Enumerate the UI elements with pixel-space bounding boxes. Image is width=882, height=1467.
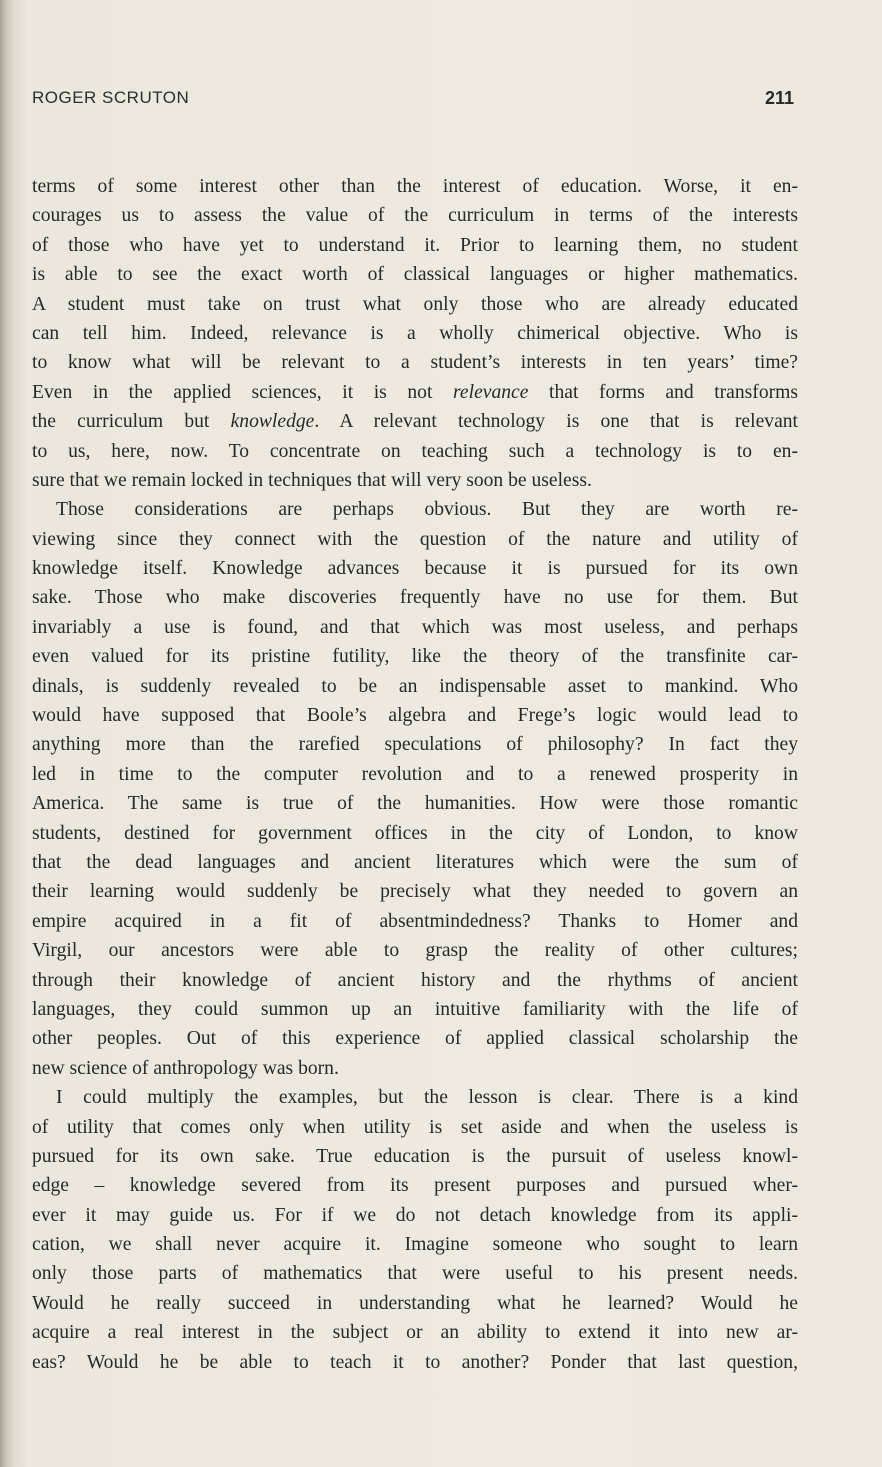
- text-line: Virgil, our ancestors were able to grasp the reality of other cultures;: [32, 940, 798, 962]
- text-line: terms of some interest other than the interest of education. Worse, it en-: [32, 176, 798, 197]
- text-segment: Even in the applied sciences, it is not: [32, 381, 454, 403]
- text-line: [32, 378, 798, 407]
- text-segment: the curriculum but: [32, 411, 231, 433]
- text-line: ever it may guide us. For if we do not detach knowledge from its appli-: [32, 1204, 798, 1226]
- text-segment: that forms and transforms: [528, 381, 799, 403]
- text-line: that the dead languages and ancient literatures which were the sum of: [32, 851, 798, 873]
- text-line: led in time to the computer revolution and to a renewed prosperity in: [32, 763, 798, 785]
- text-line: to us, here, now. To concentrate on teaching such a technology is to en-: [32, 440, 798, 462]
- text-line: languages, they could summon up an intuitive familiarity with the life of: [32, 998, 798, 1020]
- text-line: is able to see the exact worth of classical languages or higher mathematics.: [32, 264, 798, 286]
- text-line: anything more than the rarefied speculations of philosophy? In fact they: [32, 734, 798, 756]
- text-line: sure that we remain locked in techniques that will very soon be useless.: [32, 469, 592, 491]
- text-line: edge – knowledge severed from its present purposes and pursued wher-: [32, 1175, 798, 1197]
- text-line: viewing since they connect with the question of the nature and utility of: [32, 528, 798, 550]
- text-line: students, destined for government offices in the city of London, to know: [32, 822, 798, 844]
- text-line: dinals, is suddenly revealed to be an indispensable asset to mankind. Who: [32, 675, 798, 697]
- text-line: even valued for its pristine futility, like the theory of the transfinite car-: [32, 646, 798, 668]
- running-head: [32, 88, 794, 118]
- text-line: America. The same is true of the humanities. How were those romantic: [32, 793, 798, 815]
- italic-emphasis: relevance: [453, 381, 529, 403]
- text-line: knowledge itself. Knowledge advances because it is pursued for its own: [32, 558, 798, 580]
- text-line: empire acquired in a fit of absentmindedness? Thanks to Homer and: [32, 910, 798, 932]
- text-line: of those who have yet to understand it. Prior to learning them, no student: [32, 234, 798, 256]
- text-line: cation, we shall never acquire it. Imagine someone who sought to learn: [32, 1234, 798, 1256]
- text-line: sake. Those who make discoveries frequently have no use for them. But: [32, 587, 798, 609]
- page-number: 211: [764, 88, 794, 108]
- text-line: new science of anthropology was born.: [32, 1057, 339, 1079]
- text-line: of utility that comes only when utility is set aside and when the useless is: [32, 1116, 798, 1138]
- text-line: to know what will be relevant to a student’s interests in ten years’ time?: [32, 352, 798, 374]
- text-line: I could multiply the examples, but the lesson is clear. There is a kind: [56, 1087, 798, 1109]
- text-segment: . A relevant technology is one that is relevant: [314, 411, 799, 433]
- running-head-author: ROGER SCRUTON: [32, 88, 190, 107]
- text-line: Would he really succeed in understanding what he learned? Would he: [32, 1292, 798, 1314]
- text-line: would have supposed that Boole’s algebra and Frege’s logic would lead to: [32, 705, 798, 727]
- text-line: acquire a real interest in the subject or an ability to extend it into new ar-: [32, 1322, 798, 1344]
- text-line: invariably a use is found, and that which was most useless, and perhaps: [32, 616, 798, 638]
- text-line: only those parts of mathematics that were useful to his present needs.: [32, 1263, 798, 1285]
- body-text: [32, 172, 798, 1377]
- gutter-shadow: [0, 0, 14, 1467]
- text-line: their learning would suddenly be precisely what they needed to govern an: [32, 881, 798, 903]
- text-line: through their knowledge of ancient history and the rhythms of ancient: [32, 969, 798, 991]
- text-line: can tell him. Indeed, relevance is a wholly chimerical objective. Who is: [32, 322, 798, 344]
- text-line: other peoples. Out of this experience of applied classical scholarship the: [32, 1028, 798, 1050]
- text-line: pursued for its own sake. True education is the pursuit of useless knowl-: [32, 1145, 798, 1167]
- italic-emphasis: knowledge: [230, 411, 315, 433]
- text-line: Those considerations are perhaps obvious. But they are worth re-: [56, 499, 798, 521]
- text-line: [32, 407, 798, 436]
- text-line: courages us to assess the value of the curriculum in terms of the interests: [32, 205, 798, 227]
- text-line: eas? Would he be able to teach it to another? Ponder that last question,: [32, 1351, 798, 1373]
- text-line: A student must take on trust what only those who are already educated: [32, 293, 798, 315]
